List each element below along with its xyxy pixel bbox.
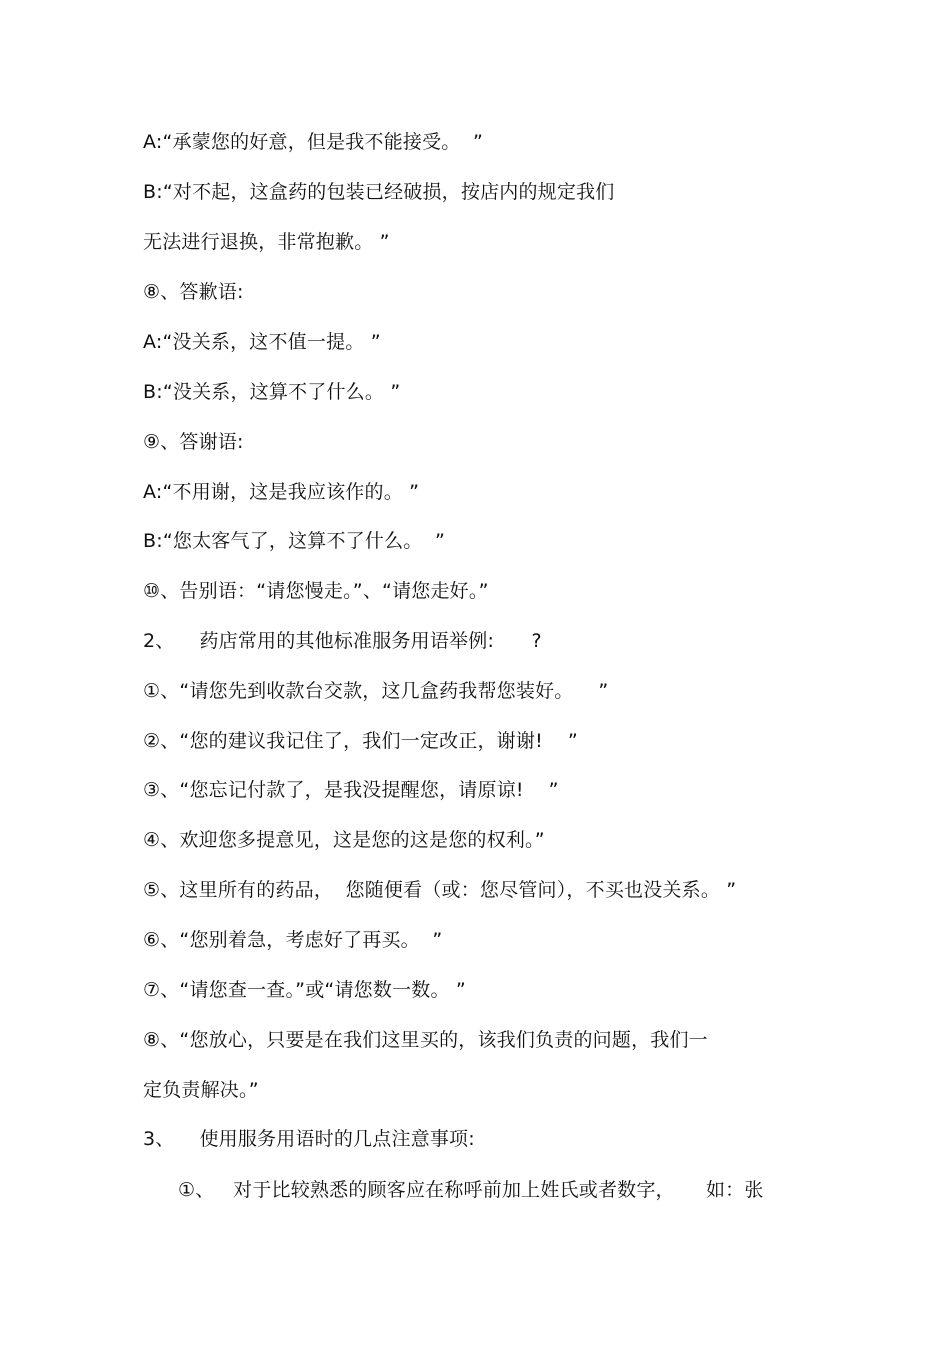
section-heading: 2、 药店常用的其他标准服务用语举例: ? [143, 630, 542, 652]
text-line: B:“没关系，这算不了什么。 ” [143, 381, 401, 403]
section-heading: 3、 使用服务用语时的几点注意事项: [143, 1128, 475, 1150]
text-line: ⑧、答歉语: [143, 281, 244, 303]
text-line: A:“不用谢，这是我应该作的。 ” [143, 481, 420, 503]
text-line: ③、“您忘记付款了，是我没提醒您，请原谅! ” [143, 779, 559, 801]
text-line: 定负责解决。” [143, 1079, 259, 1101]
text-line: 无法进行退换，非常抱歉。 ” [143, 231, 390, 253]
text-line: ⑦、“请您查一查。”或“请您数一数。 ” [143, 979, 466, 1001]
text-line: B:“您太客气了，这算不了什么。 ” [143, 530, 446, 552]
text-line: ⑩、告别语：“请您慢走。”、“请您走好。” [143, 580, 489, 602]
text-line: B:“对不起，这盒药的包装已经破损，按店内的规定我们 [143, 181, 615, 203]
text-line: A:“承蒙您的好意，但是我不能接受。 ” [143, 131, 484, 153]
text-line: ①、“请您先到收款台交款，这几盒药我帮您装好。 ” [143, 680, 609, 702]
text-line: ⑨、答谢语: [143, 431, 244, 453]
text-line: ②、“您的建议我记住了，我们一定改正，谢谢! ” [143, 730, 578, 752]
text-line: A:“没关系，这不值一提。 ” [143, 331, 381, 353]
text-line: ⑥、“您别着急，考虑好了再买。 ” [143, 929, 443, 951]
text-line: ④、欢迎您多提意见，这是您的这是您的权利。” [143, 829, 545, 851]
text-line: ①、 对于比较熟悉的顾客应在称呼前加上姓氏或者数字， 如：张 [178, 1179, 764, 1201]
text-line: ⑤、这里所有的药品， 您随便看（或：您尽管问），不买也没关系。 ” [143, 879, 737, 901]
text-line: ⑧、“您放心，只要是在我们这里买的，该我们负责的问题，我们一 [143, 1029, 708, 1051]
